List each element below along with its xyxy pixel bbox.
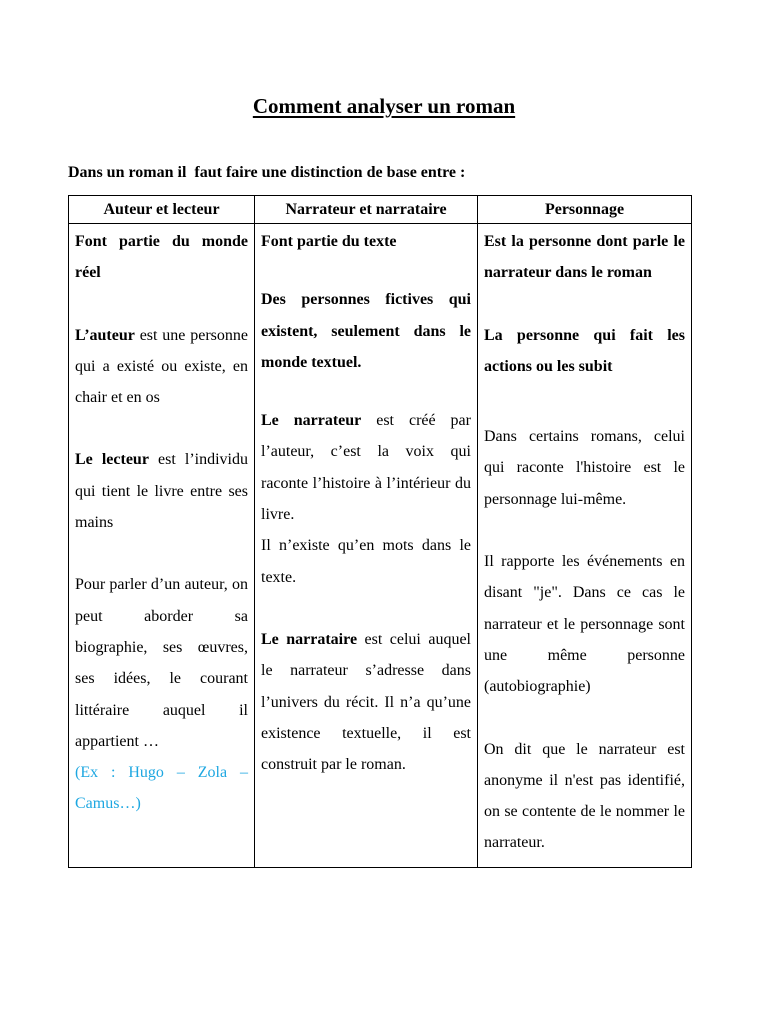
header-auteur-lecteur: Auteur et lecteur: [69, 196, 255, 224]
paragraph: Il n’existe qu’en mots dans le texte.: [261, 537, 471, 586]
paragraph: [75, 226, 248, 289]
paragraph: [75, 444, 248, 538]
table-header-row: [69, 196, 692, 224]
paragraph: [484, 320, 685, 383]
paragraph: [484, 226, 685, 289]
bold-text: Font partie du texte: [261, 233, 397, 250]
bold-text: Font partie du monde réel: [75, 233, 248, 282]
page-title: Comment analyser un roman: [252, 94, 516, 118]
header-narrateur-narrataire: Narrateur et narrataire: [255, 196, 478, 224]
bold-text: La personne qui fait les actions ou les subit: [484, 326, 685, 375]
table-row: [69, 224, 692, 868]
header-personnage: Personnage: [478, 196, 692, 224]
cell-narrateur-narrataire: [255, 224, 478, 868]
paragraph: Dans certains romans, celui qui raconte l'histoire est le personnage lui-même.: [484, 428, 685, 508]
paragraph: [261, 284, 471, 378]
bold-text: Le lecteur: [75, 451, 149, 469]
cell-personnage: [478, 224, 692, 868]
text: est une personne qui a existé ou existe, en chair et en os: [75, 326, 248, 407]
paragraph: Il rapporte les événements en disant "je". Dans ce cas le narrateur et le personnage sont une même personne (autobiographie): [484, 553, 685, 696]
cell-auteur-lecteur: [69, 224, 255, 868]
text: est créé par l’auteur, c’est la voix qui raconte l’histoire à l’intérieur du livre.: [261, 412, 471, 524]
text: est celui auquel le narrateur s’adresse dans l’univers du récit. Il n’a qu’une existence textuelle, il est construit par le roman.: [261, 630, 472, 774]
bold-text: Le narrateur: [261, 412, 362, 430]
paragraph: [75, 320, 248, 414]
paragraph: [261, 226, 471, 257]
bold-text: Est la personne dont parle le narrateur dans le roman: [484, 233, 685, 282]
paragraph: Pour parler d’un auteur, on peut aborder sa biographie, ses œuvres, ses idées, le courant littéraire auquel il appartient …: [75, 576, 248, 750]
bold-text: Le narrataire: [261, 630, 358, 648]
paragraph: On dit que le narrateur est anonyme il n'est pas identifié, on se contente de le nommer le narrateur.: [484, 740, 685, 852]
example-text: (Ex : Hugo – Zola – Camus…): [75, 764, 248, 813]
bold-text: Des personnes fictives qui existent, seulement dans le monde textuel.: [261, 291, 471, 371]
paragraph: [261, 624, 471, 780]
comparison-table: [68, 195, 692, 868]
intro-text: Dans un roman il faut faire une distinction de base entre :: [68, 164, 466, 181]
bold-text: L’auteur: [75, 326, 135, 344]
paragraph: [261, 405, 471, 530]
text: est l’individu qui tient le livre entre ses mains: [75, 451, 248, 532]
